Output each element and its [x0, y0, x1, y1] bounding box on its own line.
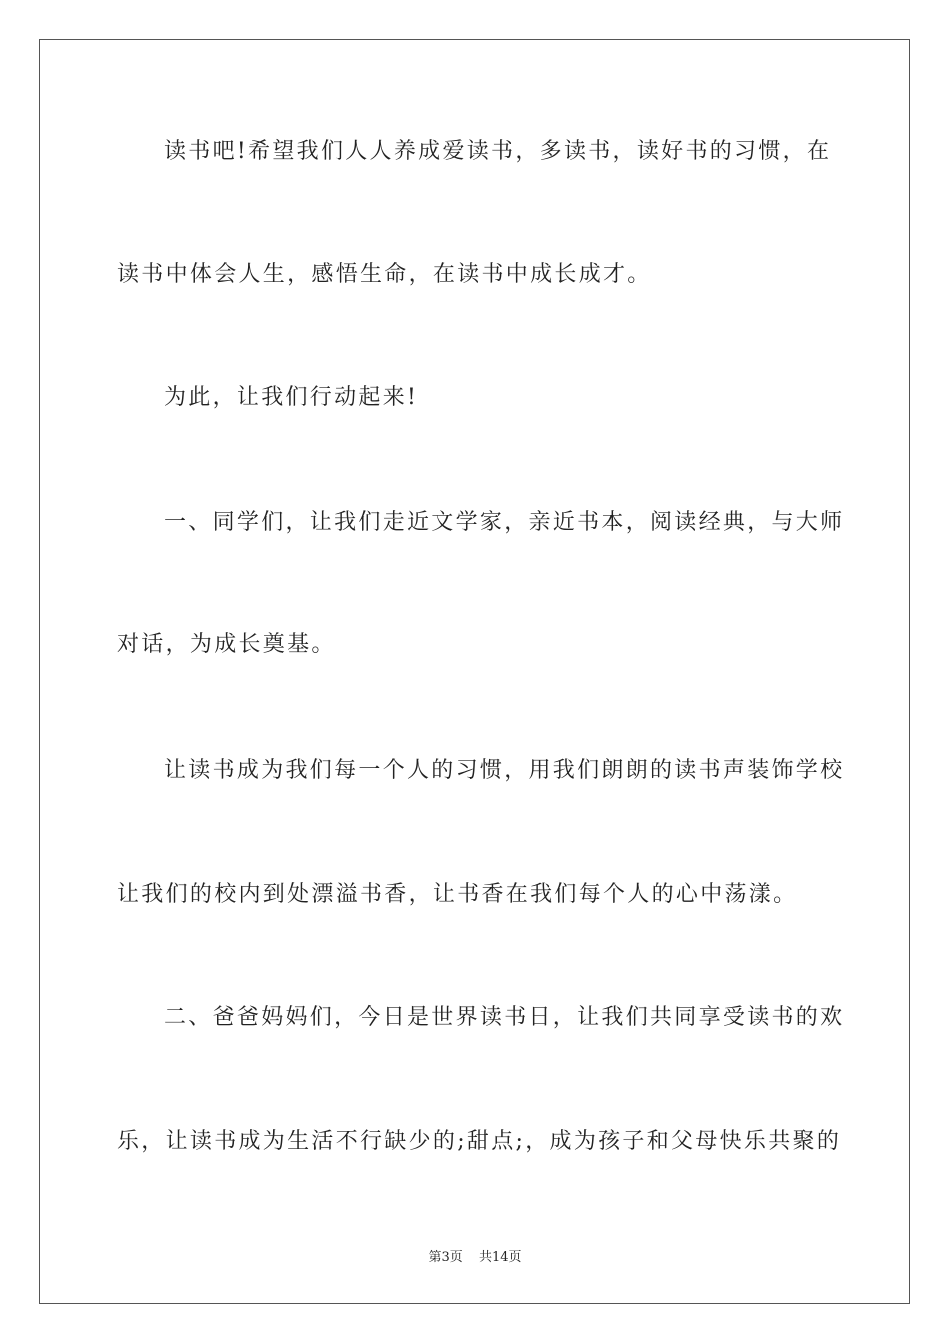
page-border [39, 39, 910, 1304]
paragraph-line: 让我们的校内到处漂溢书香，让书香在我们每个人的心中荡漾。 [117, 882, 798, 907]
paragraph-line: 读书中体会人生，感悟生命，在读书中成长成才。 [117, 262, 652, 287]
paragraph-line: 对话，为成长奠基。 [117, 632, 336, 657]
page-number-total: 共14页 [478, 1250, 522, 1265]
page-footer [0, 1246, 950, 1265]
paragraph-line: 让读书成为我们每一个人的习惯，用我们朗朗的读书声装饰学校 [164, 758, 845, 783]
paragraph-line: 二、爸爸妈妈们，今日是世界读书日，让我们共同享受读书的欢 [164, 1005, 845, 1030]
page-number-current: 第3页 [428, 1250, 463, 1265]
paragraph-line: 一、同学们，让我们走近文学家，亲近书本，阅读经典，与大师 [164, 510, 845, 535]
paragraph-line: 为此，让我们行动起来! [164, 385, 419, 410]
paragraph-line: 读书吧!希望我们人人养成爱读书，多读书，读好书的习惯，在 [164, 139, 832, 164]
paragraph-line: 乐，让读书成为生活不行缺少的;甜点;，成为孩子和父母快乐共聚的 [117, 1129, 842, 1154]
